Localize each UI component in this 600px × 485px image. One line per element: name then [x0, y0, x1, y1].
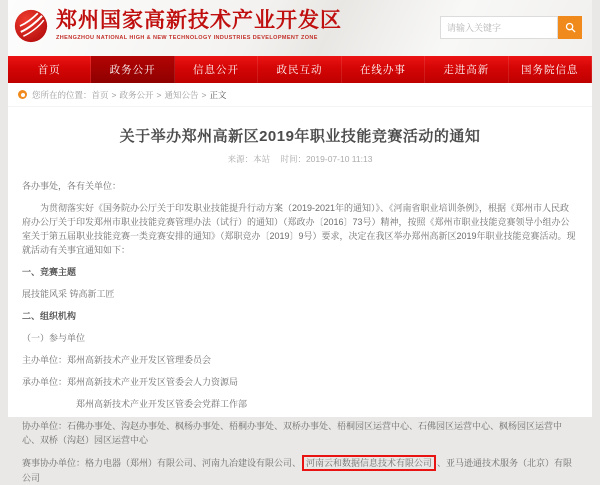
- search-input[interactable]: [440, 16, 558, 39]
- section1-body: 展技能风采 铸高新工匠: [22, 289, 115, 299]
- sponsor-after: 、亚马逊通技术服务（北京）有限公司: [22, 458, 573, 483]
- breadcrumb-current: 正文: [209, 89, 227, 100]
- search-button[interactable]: [558, 16, 582, 39]
- breadcrumb-notices[interactable]: 通知公告: [164, 89, 199, 100]
- article-title: 关于举办郑州高新区2019年职业技能竞赛活动的通知: [119, 128, 481, 145]
- breadcrumb-home[interactable]: 首页: [91, 89, 109, 100]
- nav-item-gov-affairs[interactable]: 政务公开: [91, 56, 174, 83]
- article-source: 来源：本站: [227, 154, 271, 164]
- logo-flame-icon: [14, 9, 48, 43]
- nav-item-enter-hightech[interactable]: 走进高新: [425, 56, 508, 83]
- breadcrumb: [8, 83, 592, 107]
- breadcrumb-gov-affairs[interactable]: 政务公开: [119, 89, 154, 100]
- site-header: [8, 0, 592, 56]
- host-unit-line: 主办单位：郑州高新技术产业开发区管理委员会: [22, 355, 212, 365]
- section2-sub-heading: （一）参与单位: [22, 333, 86, 343]
- article-meta: [22, 153, 578, 165]
- undertaker-unit-line: 承办单位：郑州高新技术产业开发区管委会人力资源局: [22, 377, 239, 387]
- highlighted-company: 河南云和数据信息技术有限公司: [306, 458, 433, 468]
- site-title: 郑州国家高新技术产业开发区: [56, 9, 342, 32]
- section1-heading: 一、竞赛主题: [22, 267, 77, 277]
- breadcrumb-label: 您所在的位置：: [32, 89, 92, 100]
- highlight-box: [302, 455, 436, 471]
- breadcrumb-separator: >: [111, 89, 117, 100]
- location-dot-icon: [18, 90, 27, 99]
- nav-item-home[interactable]: 首页: [8, 56, 91, 83]
- article-body: [22, 179, 578, 485]
- site-logo: [14, 9, 342, 43]
- salutation: 各办事处，各有关单位：: [22, 181, 122, 191]
- breadcrumb-separator: >: [201, 89, 207, 100]
- search-icon: [565, 22, 576, 33]
- undertaker-unit-line2: 郑州高新技术产业开发区管委会党群工作部: [76, 399, 248, 409]
- sponsor-before: 赛事协办单位：格力电器（郑州）有限公司、河南九冶建设有限公司、: [22, 458, 302, 468]
- main-nav: [8, 56, 592, 83]
- nav-item-interaction[interactable]: 政民互动: [258, 56, 341, 83]
- intro-paragraph: 为贯彻落实好《国务院办公厅关于印发职业技能提升行动方案（2019-2021年的通知）》、《河南省职业培训条例》，根据《郑州市人民政府办公厅关于印发郑州市职业技能竞赛管理办法（试行）的通知）（郑政办〔2016〕73号）精神，按照《郑州市职业技能竞赛领导小组办公室关于第五届职业技能竞赛一类竞赛安排的通知》（郑职竞办〔2019〕9号）要求，决定在我区举办郑州高新区2019年职业技能竞赛活动。现就活动有关事宜通知如下：: [22, 203, 576, 255]
- article-time: 时间：2019-07-10 11:13: [280, 154, 373, 164]
- coorganizer-unit-line: 协办单位：石佛办事处、沟赵办事处、枫杨办事处、梧桐办事处、双桥办事处、梧桐园区运营中心、石佛园区运营中心、枫杨园区运营中心、双桥（沟赵）园区运营中心: [22, 421, 563, 445]
- nav-item-state-council[interactable]: 国务院信息: [509, 56, 592, 83]
- section2-heading: 二、组织机构: [22, 311, 77, 321]
- breadcrumb-separator: >: [156, 89, 162, 100]
- nav-item-online-services[interactable]: 在线办事: [342, 56, 425, 83]
- site-subtitle: ZHENGZHOU NATIONAL HIGH & NEW TECHNOLOGY INDUSTRIES DEVELOPMENT ZONE: [56, 35, 318, 41]
- logo-text: [56, 9, 342, 41]
- search-bar: [440, 16, 582, 39]
- nav-item-info-disclosure[interactable]: 信息公开: [175, 56, 258, 83]
- article: [8, 107, 592, 485]
- content-card: [8, 0, 592, 483]
- sponsor-unit-line: [22, 455, 578, 485]
